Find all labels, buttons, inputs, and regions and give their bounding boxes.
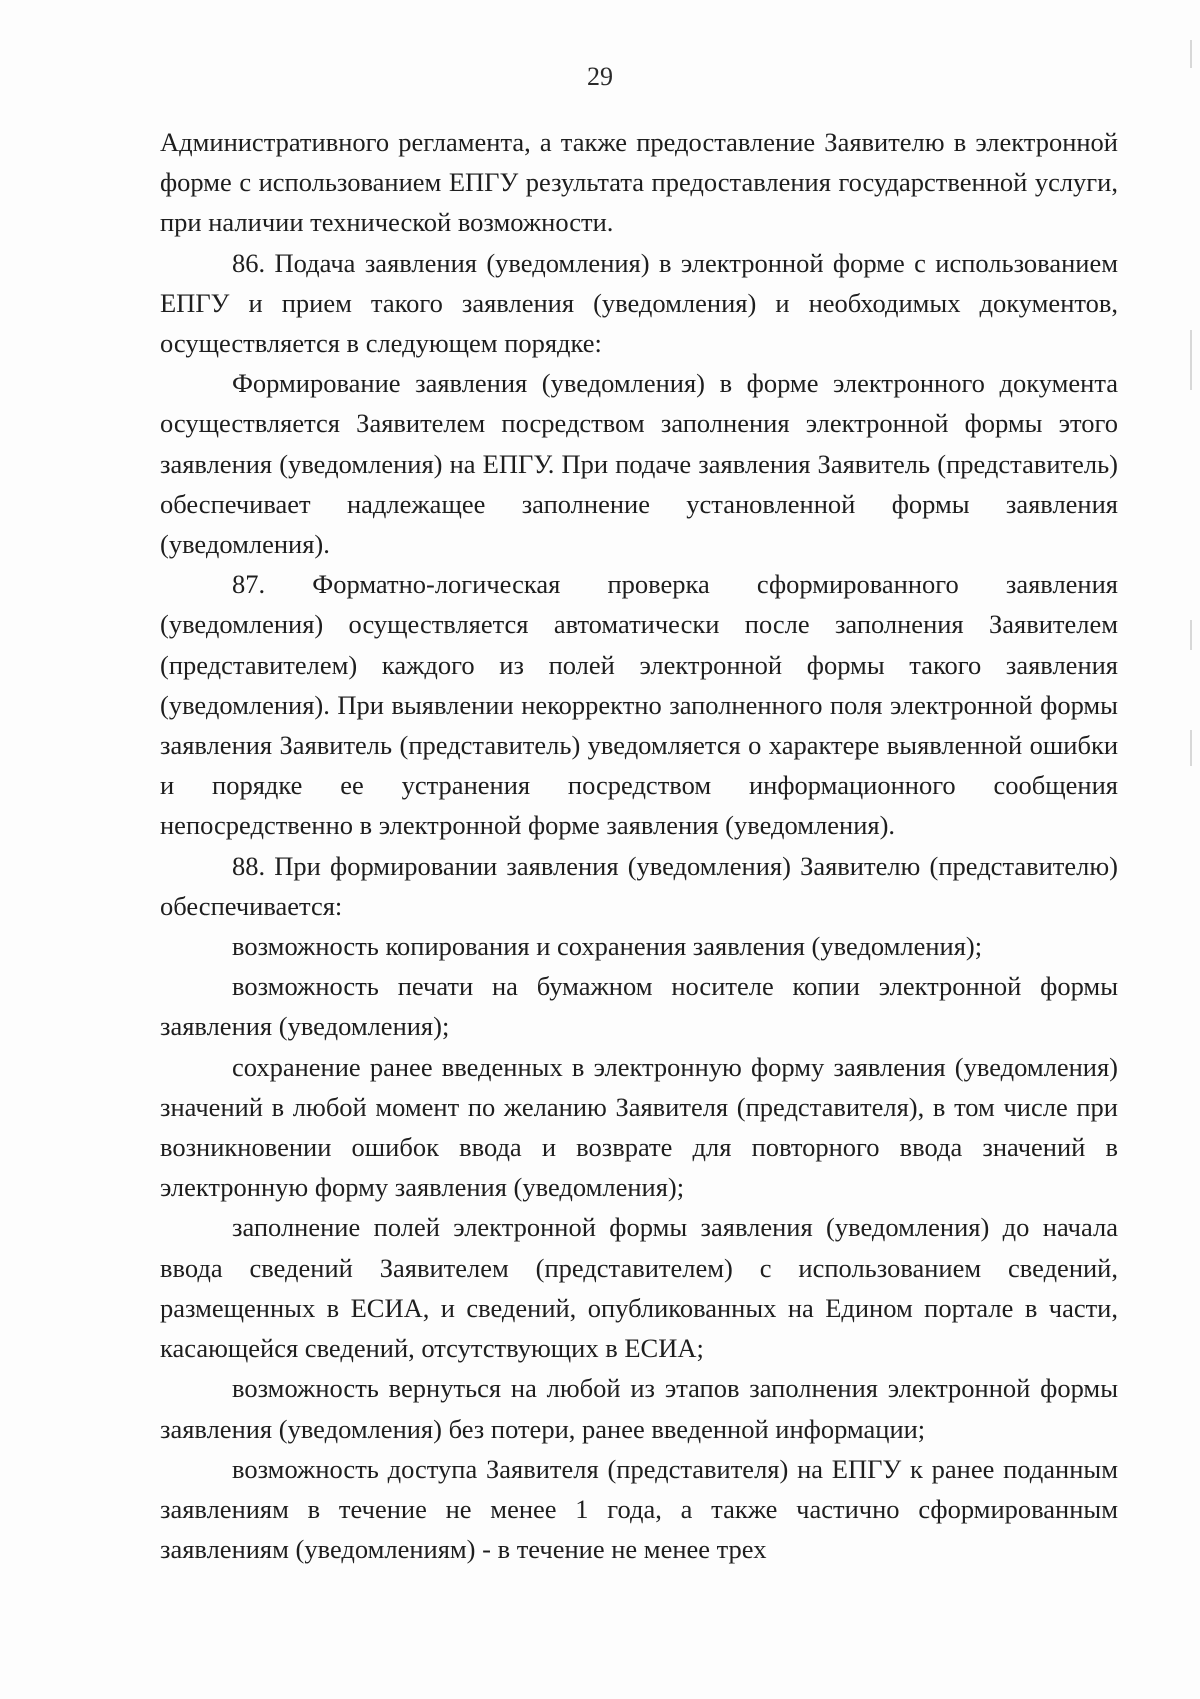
paragraph-87: 87. Форматно-логическая проверка сформированного заявления (уведомления) осуществляется автоматически после заполнения Заявителем (представителем) каждого из полей электронной формы такого заявления (уведомления). При выявлении некорректно заполненного поля электронной формы заявления Заявитель (представитель) уведомляется о характере выявленной ошибки и порядке ее устранения посредством информационного сообщения непосредственно в электронной форме заявления (уведомления). <box>160 569 1118 841</box>
list-item-return-step: возможность вернуться на любой из этапов заполнения электронной формы заявления (уведомления) без потери, ранее введенной информации; <box>160 1373 1118 1444</box>
page-number: 29 <box>587 62 613 91</box>
list-item-access: возможность доступа Заявителя (представителя) на ЕПГУ к ранее поданным заявлениям в течение не менее 1 года, а также частично сформированным заявлениям (уведомлениям) - в течение не менее трех <box>160 1453 1118 1565</box>
scan-edge-mark <box>1190 40 1192 68</box>
paragraph-continuation: Административного регламента, а также предоставление Заявителю в электронной форме с использованием ЕПГУ результата предоставления государственной услуги, при наличии технической возможности. <box>160 127 1118 238</box>
list-item-save-values: сохранение ранее введенных в электронную форму заявления (уведомления) значений в любой момент по желанию Заявителя (представителя), в том числе при возникновении ошибок ввода и возврате для повторного ввода значений в электронную форму заявления (уведомления); <box>160 1051 1118 1203</box>
list-item-prefill: заполнение полей электронной формы заявления (уведомления) до начала ввода сведений Заявителем (представителем) с использованием сведений, размещенных в ЕСИА, и сведений, опубликованных на Едином портале в части, касающейся сведений, отсутствующих в ЕСИА; <box>160 1212 1118 1364</box>
paragraph-88: 88. При формировании заявления (уведомления) Заявителю (представителю) обеспечивается: <box>160 850 1118 921</box>
scan-edge-mark <box>1190 730 1192 766</box>
scan-edge-mark <box>1190 620 1192 650</box>
scan-edge-mark <box>1190 330 1192 390</box>
paragraph-form-creation: Формирование заявления (уведомления) в форме электронного документа осуществляется Заявителем посредством заполнения электронной формы этого заявления (уведомления) на ЕПГУ. При подаче заявления Заявитель (представитель) обеспечивает надлежащее заполнение установленной формы заявления (уведомления). <box>160 368 1118 560</box>
list-item-print: возможность печати на бумажном носителе копии электронной формы заявления (уведомления); <box>160 971 1118 1042</box>
paragraph-86: 86. Подача заявления (уведомления) в электронной форме с использованием ЕПГУ и прием такого заявления (уведомления) и необходимых документов, осуществляется в следующем порядке: <box>160 247 1118 359</box>
document-body <box>160 122 1118 1569</box>
list-item-copy-save: возможность копирования и сохранения заявления (уведомления); <box>232 931 983 962</box>
